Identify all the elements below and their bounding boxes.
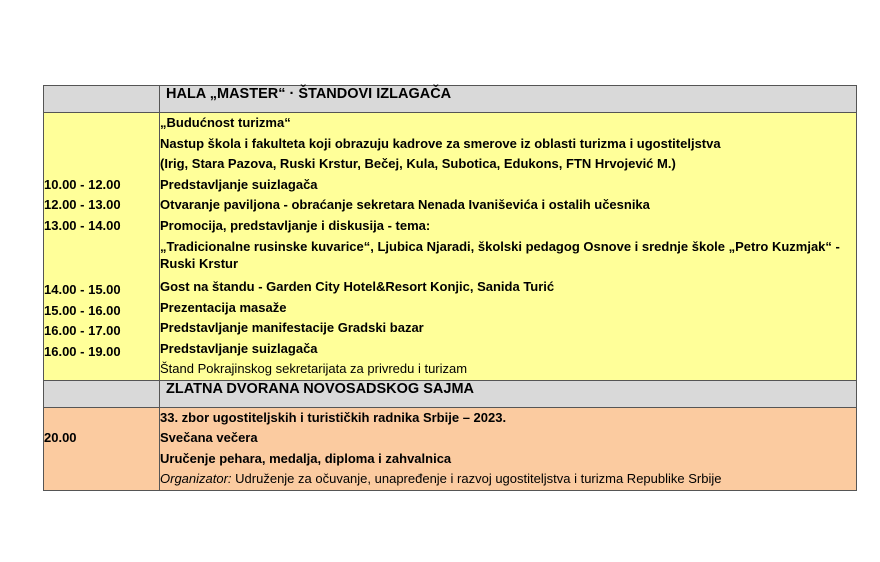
activity-line: Predstavljanje suizlagača bbox=[160, 340, 318, 356]
time-slot: 16.00 - 17.00 bbox=[44, 323, 121, 338]
activity-line: Predstavljanje manifestacije Gradski bazar bbox=[160, 320, 424, 335]
activity-line: Gost na štandu - Garden City Hotel&Resort Konjic, Sanida Turić bbox=[160, 279, 555, 294]
activity-line: Predstavljanje suizlagača bbox=[160, 176, 318, 192]
time-slot: 16.00 - 19.00 bbox=[44, 343, 121, 359]
activity-line: „Budućnost turizma“ bbox=[160, 115, 291, 130]
section-body-master bbox=[44, 113, 857, 381]
time-slot: 20.00 bbox=[44, 430, 77, 445]
activity-line: Promocija, predstavljanje i diskusija - tema: bbox=[160, 217, 431, 233]
activity-line: Prezentacija masaže bbox=[160, 299, 287, 315]
time-column bbox=[44, 113, 160, 381]
activity-line: Otvaranje paviljona - obraćanje sekretara Nenada Ivaniševića i ostalih učesnika bbox=[160, 197, 650, 212]
time-slot: 14.00 - 15.00 bbox=[44, 282, 121, 297]
time-slot: 10.00 - 12.00 bbox=[44, 176, 121, 192]
organizer-line bbox=[160, 469, 856, 490]
activity-line: 33. zbor ugostiteljskih i turističkih radnika Srbije – 2023. bbox=[160, 409, 507, 425]
time-slot: 12.00 - 13.00 bbox=[44, 197, 121, 212]
activity-column bbox=[160, 407, 857, 490]
activity-line: (Irig, Stara Pazova, Ruski Krstur, Bečej, Kula, Subotica, Edukons, FTN Hrvojević M.) bbox=[160, 156, 676, 171]
time-column bbox=[44, 407, 160, 490]
activity-line: Svečana večera bbox=[160, 430, 258, 445]
schedule-table bbox=[43, 85, 857, 491]
header-empty-cell bbox=[44, 380, 160, 407]
section-header-zlatna bbox=[44, 380, 857, 407]
activity-line: Štand Pokrajinskog sekretarijata za privredu i turizam bbox=[160, 361, 468, 376]
activity-line: Nastup škola i fakulteta koji obrazuju kadrove za smerove iz oblasti turizma i ugostiteljstva bbox=[160, 135, 721, 151]
activity-line: „Tradicionalne rusinske kuvarice“, Ljubica Njaradi, školski pedagog Osnove i srednje škole „Petro Kuzmjak“ - Ruski Krstur bbox=[160, 239, 840, 271]
activity-column bbox=[160, 113, 857, 381]
section-body-zlatna bbox=[44, 407, 857, 490]
organizer-label: Organizator: bbox=[160, 471, 232, 486]
section-header-master bbox=[44, 86, 857, 113]
time-slot: 15.00 - 16.00 bbox=[44, 302, 121, 318]
section-title-zlatna: ZLATNA DVORANA NOVOSADSKOG SAJMA bbox=[160, 380, 857, 407]
section-title-master: HALA „MASTER“ · ŠTANDOVI IZLAGAČA bbox=[160, 86, 857, 113]
organizer-text: Udruženje za očuvanje, unapređenje i razvoj ugostiteljstva i turizma Republike Srbije bbox=[231, 471, 722, 486]
activity-line: Uručenje pehara, medalja, diploma i zahvalnica bbox=[160, 450, 452, 466]
header-empty-cell bbox=[44, 86, 160, 113]
time-slot: 13.00 - 14.00 bbox=[44, 217, 121, 233]
